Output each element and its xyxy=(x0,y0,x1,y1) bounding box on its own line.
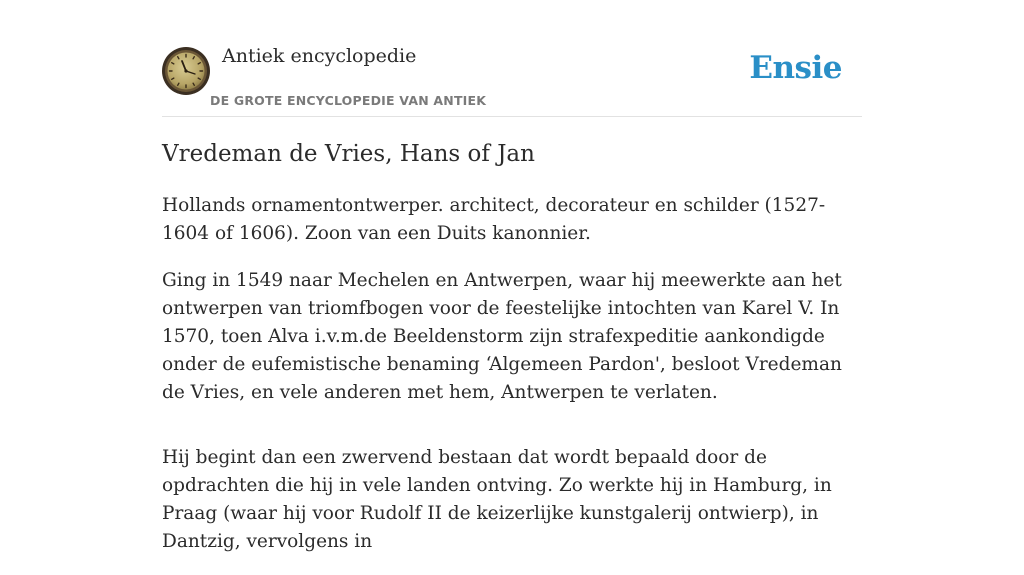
article-paragraph: Ging in 1549 naar Mechelen en Antwerpen, waar hij meewerkte aan het ontwerpen van triomfbogen voor de feestelijke intochten van Karel V. In 1570, toen Alva i.v.m.de Beeldenstorm zijn strafexpeditie aankondigde onder de eufemistische benaming ‘Algemeen Pardon', besloot Vredeman de Vries, en vele anderen met hem, Antwerpen te verlaten. xyxy=(162,270,842,403)
site-title[interactable]: Antiek encyclopedie xyxy=(222,45,417,67)
article-paragraph: Hollands ornamentontwerper. architect, decorateur en schilder (1527-1604 of 1606). Zoon van een Duits kanonnier. xyxy=(162,195,826,244)
article-title: Vredeman de Vries, Hans of Jan xyxy=(162,141,535,167)
clock-logo-graphic xyxy=(162,47,210,95)
article-body xyxy=(162,192,862,575)
antique-clock-icon[interactable] xyxy=(162,47,210,95)
article-paragraph: Hij begint dan een zwervend bestaan dat wordt bepaald door de opdrachten die hij in vele landen ontving. Zo werkte hij in Hamburg, in Praag (waar hij voor Rudolf II de keizerlijke kunstgalerij ontwierp), in Dantzig, vervolgens in xyxy=(162,447,832,552)
site-subtitle: DE GROTE ENCYCLOPEDIE VAN ANTIEK xyxy=(210,93,487,108)
site-header xyxy=(162,0,862,117)
ensie-brand-link[interactable]: Ensie xyxy=(749,50,842,86)
